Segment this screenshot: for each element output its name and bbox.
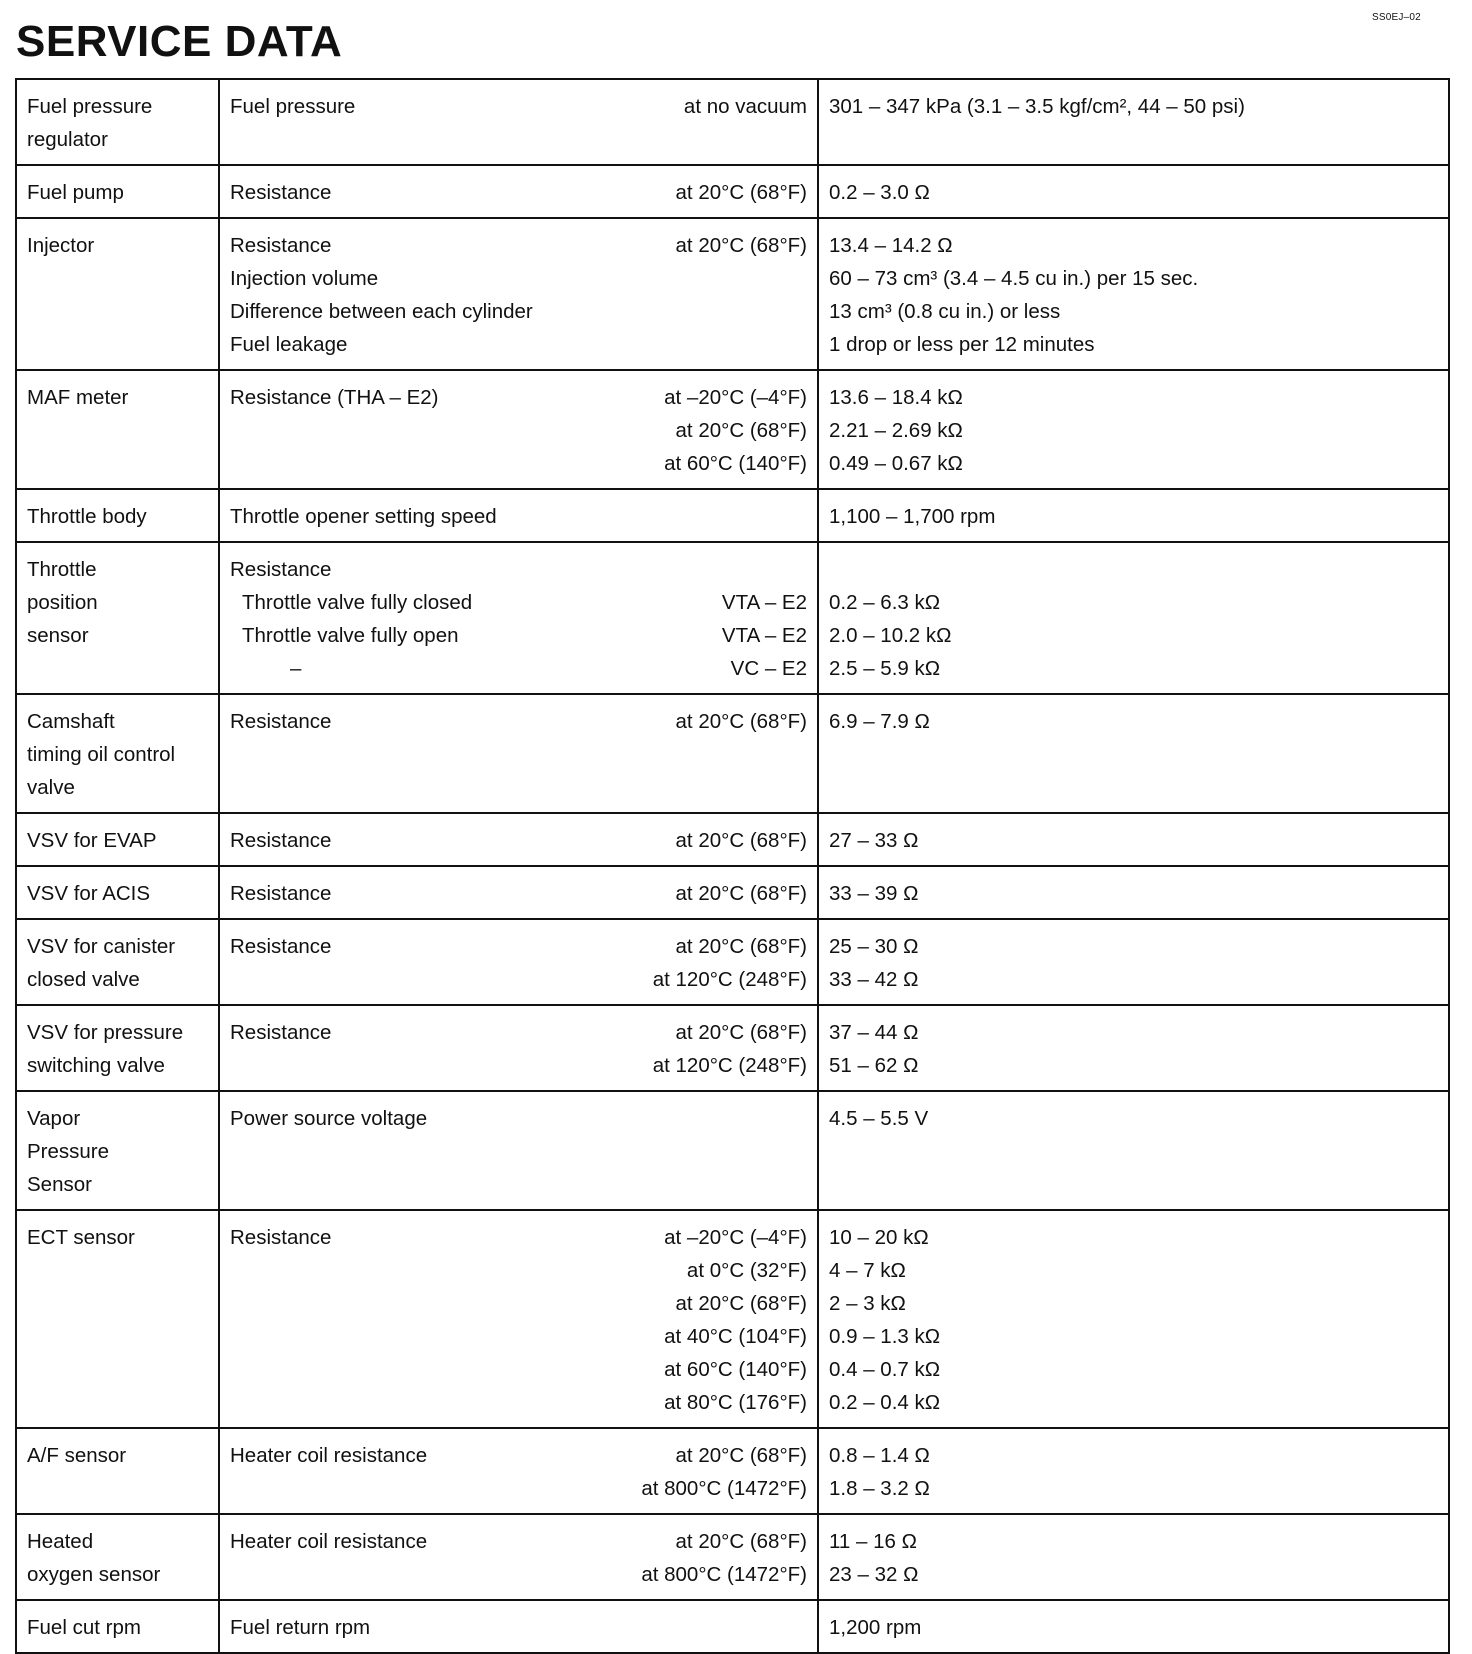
spacer: [829, 738, 1438, 771]
component-cell: [16, 1091, 219, 1210]
item-label: Heater coil resistance: [230, 1530, 428, 1553]
component-name: VSV for ACIS: [27, 882, 151, 905]
component-name: Sensor: [27, 1173, 92, 1196]
item-condition: at –20°C (–4°F): [664, 1226, 807, 1249]
item-condition: VTA – E2: [721, 624, 807, 647]
spec-value: 10 – 20 kΩ: [829, 1226, 929, 1249]
item-condition: at 120°C (248°F): [652, 968, 807, 991]
item-line: [230, 652, 807, 685]
value-cell: [818, 165, 1449, 218]
component-name: VSV for EVAP: [27, 829, 157, 852]
item-condition: at 0°C (32°F): [686, 1259, 807, 1282]
spec-value: 13 cm³ (0.8 cu in.) or less: [829, 300, 1061, 323]
component-name: closed valve: [27, 968, 140, 991]
item-line: [230, 963, 807, 996]
value-cell: [818, 1210, 1449, 1428]
item-label: Resistance: [230, 710, 332, 733]
spec-value: 6.9 – 7.9 Ω: [829, 710, 930, 733]
item-line: [230, 1472, 807, 1505]
item-cell: [219, 919, 818, 1005]
item-line: [230, 1016, 807, 1049]
item-cell: [219, 813, 818, 866]
component-name: switching valve: [27, 1054, 165, 1077]
item-cell: [219, 1005, 818, 1091]
item-line: [230, 229, 807, 262]
table-row: [16, 489, 1449, 542]
spacer: [829, 1168, 1438, 1201]
item-line: [230, 1287, 807, 1320]
item-line: [230, 1221, 807, 1254]
spec-value: 13.4 – 14.2 Ω: [829, 234, 953, 257]
item-line: [230, 262, 807, 295]
item-cell: [219, 1428, 818, 1514]
item-cell: [219, 489, 818, 542]
item-cell: [219, 370, 818, 489]
item-line: [230, 1102, 807, 1135]
component-cell: [16, 813, 219, 866]
component-cell: [16, 1600, 219, 1653]
item-label: Injection volume: [230, 267, 379, 290]
item-condition: at 20°C (68°F): [675, 829, 807, 852]
item-line: [230, 1611, 807, 1644]
item-condition: at 20°C (68°F): [675, 1444, 807, 1467]
component-cell: [16, 1005, 219, 1091]
item-condition: at 800°C (1472°F): [641, 1563, 807, 1586]
component-name: ECT sensor: [27, 1226, 135, 1249]
component-cell: [16, 165, 219, 218]
item-condition: at 60°C (140°F): [664, 1358, 807, 1381]
component-name: Throttle: [27, 558, 97, 581]
component-name: VSV for canister: [27, 935, 176, 958]
item-label: Resistance (THA – E2): [230, 386, 439, 409]
table-row: [16, 165, 1449, 218]
item-cell: [219, 1600, 818, 1653]
item-line: [230, 1049, 807, 1082]
item-label: Resistance: [230, 882, 332, 905]
item-cell: [219, 1210, 818, 1428]
table-row: [16, 919, 1449, 1005]
component-cell: [16, 218, 219, 370]
spec-value: 11 – 16 Ω: [829, 1530, 917, 1553]
item-line: [230, 877, 807, 910]
item-cell: [219, 694, 818, 813]
item-line: [230, 1386, 807, 1419]
item-cell: [219, 218, 818, 370]
item-condition: at 80°C (176°F): [664, 1391, 807, 1414]
item-label: Fuel pressure: [230, 95, 356, 118]
value-cell: [818, 919, 1449, 1005]
item-label: Fuel leakage: [230, 333, 348, 356]
spec-value: 0.8 – 1.4 Ω: [829, 1444, 930, 1467]
component-name: oxygen sensor: [27, 1563, 161, 1586]
spec-value: 301 – 347 kPa (3.1 – 3.5 kgf/cm², 44 – 50 psi): [829, 95, 1245, 118]
component-name: sensor: [27, 624, 89, 647]
spec-value: 4.5 – 5.5 V: [829, 1107, 929, 1130]
item-condition: at 20°C (68°F): [675, 1292, 807, 1315]
service-data-body: [16, 79, 1449, 1653]
item-line: [230, 500, 807, 533]
item-condition: at 20°C (68°F): [675, 935, 807, 958]
spec-value: 2.0 – 10.2 kΩ: [829, 624, 952, 647]
spec-value: 0.2 – 6.3 kΩ: [829, 591, 941, 614]
spec-value: 33 – 42 Ω: [829, 968, 919, 991]
component-cell: [16, 1210, 219, 1428]
item-line: [230, 824, 807, 857]
component-name: Fuel pressure: [27, 95, 153, 118]
spacer: [230, 1168, 807, 1201]
item-condition: at 20°C (68°F): [675, 1021, 807, 1044]
spacer: [829, 123, 1438, 156]
item-line: [230, 619, 807, 652]
component-name: Pressure: [27, 1140, 110, 1163]
spacer: [230, 1135, 807, 1168]
item-cell: [219, 79, 818, 165]
component-cell: [16, 79, 219, 165]
component-cell: [16, 694, 219, 813]
spec-value: 0.49 – 0.67 kΩ: [829, 452, 963, 475]
component-name: MAF meter: [27, 386, 129, 409]
item-condition: at 40°C (104°F): [664, 1325, 807, 1348]
item-label: –: [290, 657, 302, 680]
value-cell: [818, 489, 1449, 542]
page-title: SERVICE DATA: [16, 17, 343, 66]
value-cell: [818, 694, 1449, 813]
service-data-table: [15, 78, 1450, 1654]
item-condition: at 20°C (68°F): [675, 234, 807, 257]
value-cell: [818, 218, 1449, 370]
value-cell: [818, 542, 1449, 694]
item-label: Resistance: [230, 1021, 332, 1044]
item-condition: at 20°C (68°F): [675, 882, 807, 905]
spec-value: [829, 553, 1438, 586]
value-cell: [818, 79, 1449, 165]
table-row: [16, 1005, 1449, 1091]
component-cell: [16, 1428, 219, 1514]
table-row: [16, 1600, 1449, 1653]
spec-value: 23 – 32 Ω: [829, 1563, 919, 1586]
item-condition: at 20°C (68°F): [675, 1530, 807, 1553]
item-condition: VC – E2: [730, 657, 807, 680]
item-label: Throttle valve fully closed: [242, 591, 473, 614]
item-label: Resistance: [230, 829, 332, 852]
item-line: [230, 1353, 807, 1386]
spec-value: 4 – 7 kΩ: [829, 1259, 906, 1282]
value-cell: [818, 866, 1449, 919]
table-row: [16, 1210, 1449, 1428]
spec-value: 2.5 – 5.9 kΩ: [829, 657, 941, 680]
spec-value: 0.4 – 0.7 kΩ: [829, 1358, 941, 1381]
item-line: [230, 328, 807, 361]
item-line: [230, 381, 807, 414]
item-label: Resistance: [230, 181, 332, 204]
item-label: Power source voltage: [230, 1107, 428, 1130]
spec-value: 1,200 rpm: [829, 1616, 922, 1639]
component-cell: [16, 489, 219, 542]
spec-value: 1.8 – 3.2 Ω: [829, 1477, 930, 1500]
spec-value: 0.9 – 1.3 kΩ: [829, 1325, 941, 1348]
spec-value: 33 – 39 Ω: [829, 882, 919, 905]
item-line: [230, 705, 807, 738]
item-cell: [219, 165, 818, 218]
item-line: [230, 1254, 807, 1287]
table-row: [16, 813, 1449, 866]
item-line: [230, 1320, 807, 1353]
component-name: Injector: [27, 234, 95, 257]
spec-value: 0.2 – 3.0 Ω: [829, 181, 930, 204]
item-label: Heater coil resistance: [230, 1444, 428, 1467]
component-name: timing oil control: [27, 743, 176, 766]
item-line: [230, 295, 807, 328]
item-line: [230, 90, 807, 123]
item-label: Fuel return rpm: [230, 1616, 371, 1639]
table-row: [16, 542, 1449, 694]
table-row: [16, 1428, 1449, 1514]
item-label: Resistance: [230, 1226, 332, 1249]
spec-value: 0.2 – 0.4 kΩ: [829, 1391, 941, 1414]
item-label: Throttle opener setting speed: [230, 505, 497, 528]
item-condition: at 20°C (68°F): [675, 710, 807, 733]
component-cell: [16, 1514, 219, 1600]
item-line: [230, 1525, 807, 1558]
item-label: Throttle valve fully open: [242, 624, 459, 647]
value-cell: [818, 1091, 1449, 1210]
item-label: Resistance: [230, 558, 332, 581]
component-name: position: [27, 591, 98, 614]
item-cell: [219, 542, 818, 694]
spec-value: 25 – 30 Ω: [829, 935, 919, 958]
value-cell: [818, 370, 1449, 489]
spec-value: 2 – 3 kΩ: [829, 1292, 906, 1315]
value-cell: [818, 1428, 1449, 1514]
component-name: VSV for pressure: [27, 1021, 184, 1044]
item-condition: at no vacuum: [683, 95, 807, 118]
item-line: [230, 176, 807, 209]
item-cell: [219, 866, 818, 919]
value-cell: [818, 813, 1449, 866]
item-label: Resistance: [230, 234, 332, 257]
spec-value: 2.21 – 2.69 kΩ: [829, 419, 963, 442]
item-condition: at –20°C (–4°F): [664, 386, 807, 409]
item-line: [230, 447, 807, 480]
component-name: Fuel pump: [27, 181, 124, 204]
spec-value: 51 – 62 Ω: [829, 1054, 919, 1077]
value-cell: [818, 1005, 1449, 1091]
item-line: [230, 586, 807, 619]
item-label: Resistance: [230, 935, 332, 958]
spec-value: 1,100 – 1,700 rpm: [829, 505, 996, 528]
item-condition: at 800°C (1472°F): [641, 1477, 807, 1500]
item-cell: [219, 1514, 818, 1600]
spec-value: 60 – 73 cm³ (3.4 – 4.5 cu in.) per 15 sec.: [829, 267, 1199, 290]
component-cell: [16, 370, 219, 489]
component-name: valve: [27, 776, 75, 799]
item-label: Difference between each cylinder: [230, 300, 533, 323]
item-cell: [219, 1091, 818, 1210]
spec-value: 37 – 44 Ω: [829, 1021, 919, 1044]
component-name: Throttle body: [27, 505, 147, 528]
component-name: Camshaft: [27, 710, 115, 733]
spec-value: 1 drop or less per 12 minutes: [829, 333, 1095, 356]
table-row: [16, 1514, 1449, 1600]
table-row: [16, 1091, 1449, 1210]
item-condition: at 20°C (68°F): [675, 181, 807, 204]
item-condition: VTA – E2: [721, 591, 807, 614]
component-cell: [16, 542, 219, 694]
spec-value: 13.6 – 18.4 kΩ: [829, 386, 963, 409]
spacer: [829, 1135, 1438, 1168]
component-name: Heated: [27, 1530, 94, 1553]
item-line: [230, 1439, 807, 1472]
value-cell: [818, 1600, 1449, 1653]
component-name: Fuel cut rpm: [27, 1616, 141, 1639]
component-name: Vapor: [27, 1107, 81, 1130]
spacer: [230, 123, 807, 156]
table-row: [16, 79, 1449, 165]
item-line: [230, 1558, 807, 1591]
item-line: [230, 553, 807, 586]
value-cell: [818, 1514, 1449, 1600]
item-condition: at 120°C (248°F): [652, 1054, 807, 1077]
item-condition: at 20°C (68°F): [675, 419, 807, 442]
item-condition: at 60°C (140°F): [664, 452, 807, 475]
table-row: [16, 370, 1449, 489]
spec-value: 27 – 33 Ω: [829, 829, 919, 852]
component-name: A/F sensor: [27, 1444, 127, 1467]
item-line: [230, 930, 807, 963]
table-row: [16, 866, 1449, 919]
spacer: [230, 771, 807, 804]
component-name: regulator: [27, 128, 108, 151]
component-cell: [16, 919, 219, 1005]
spacer: [829, 771, 1438, 804]
component-cell: [16, 866, 219, 919]
table-row: [16, 694, 1449, 813]
table-row: [16, 218, 1449, 370]
document-code: SS0EJ–02: [1372, 12, 1421, 23]
item-line: [230, 414, 807, 447]
spacer: [230, 738, 807, 771]
